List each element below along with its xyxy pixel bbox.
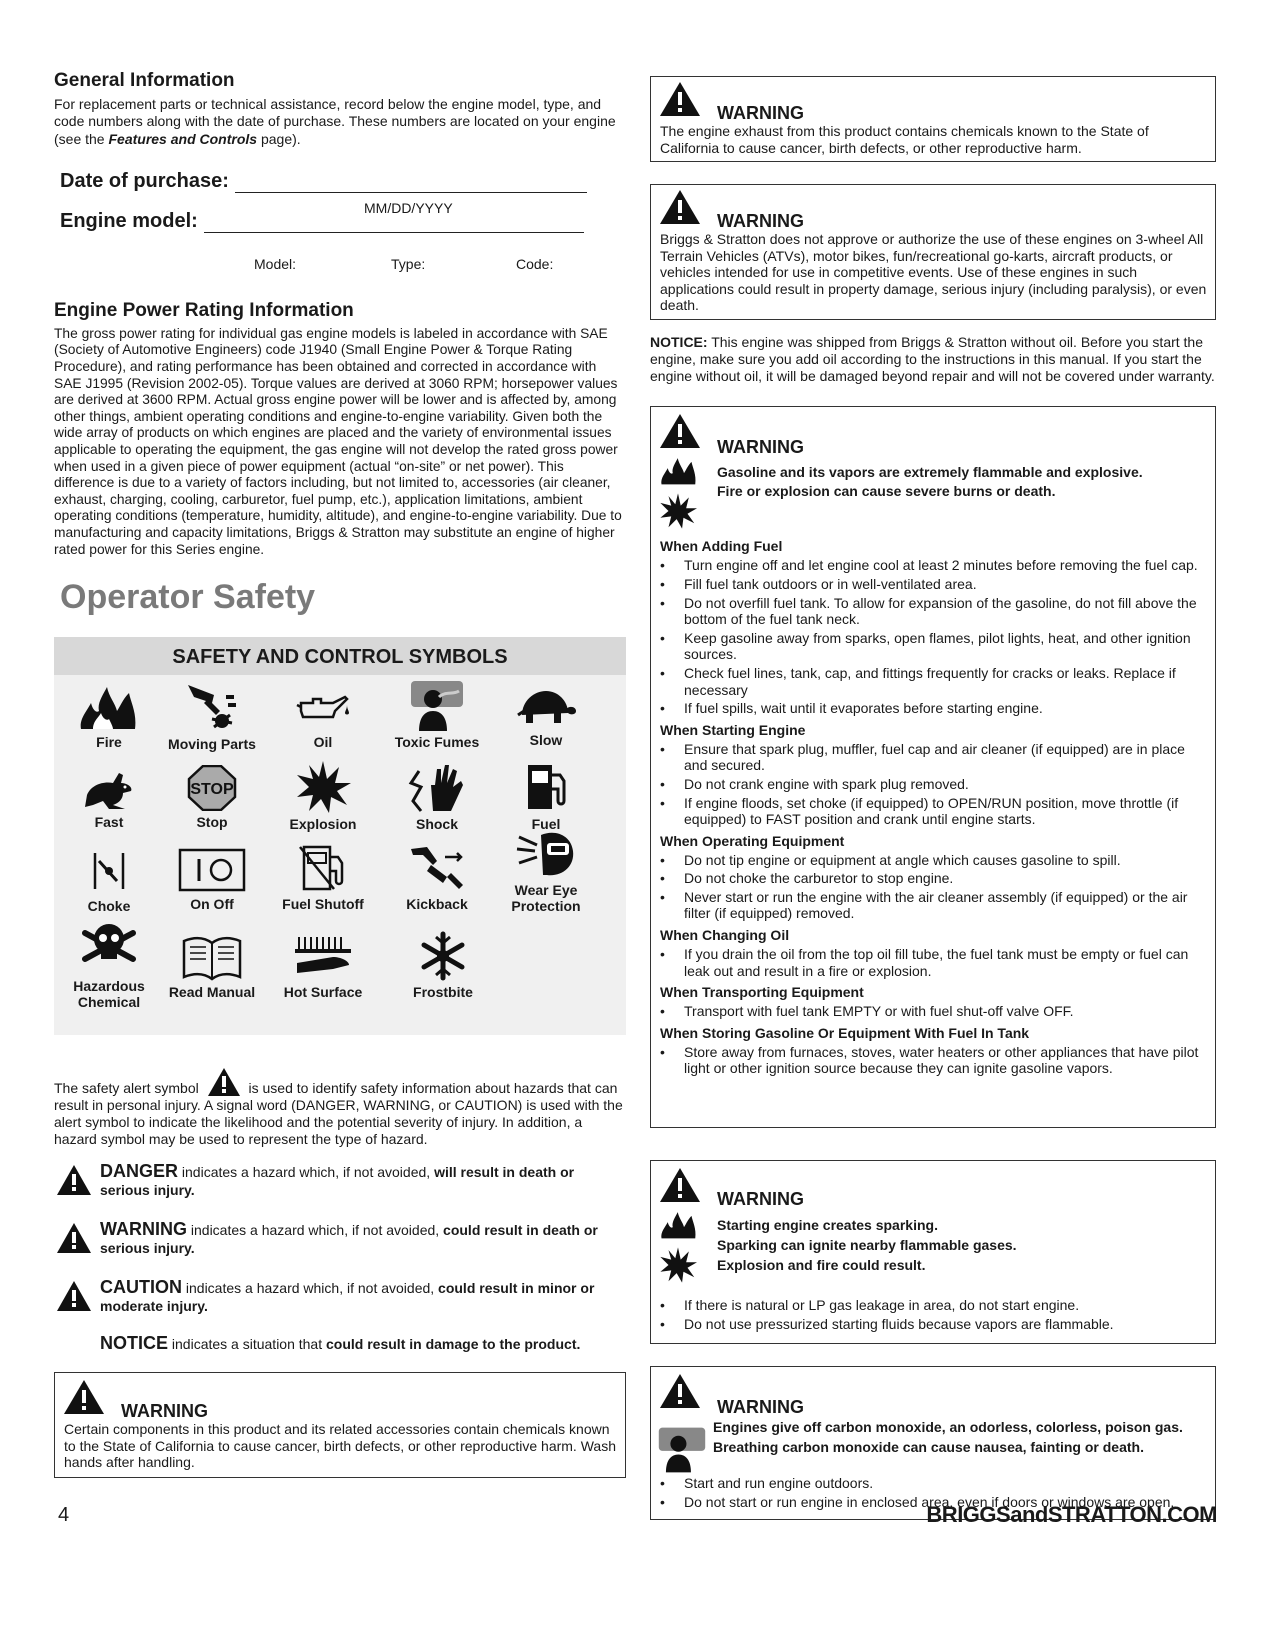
list-item: • Ensure that spark plug, muffler, fuel cap and air cleaner (if equipped) are in place and secured. [660,741,1207,774]
notice-label: NOTICE: [650,334,708,350]
code-hint: Code: [516,256,554,273]
fire-icon [659,453,699,487]
signal-consequence: will result in death or serious injury. [100,1164,575,1199]
safety-alert-icon [56,1280,92,1312]
engine-model-field[interactable] [204,210,584,233]
engine-model-label: Engine model: [60,210,198,233]
warning-headline [713,1417,1183,1457]
symbol-stop [157,765,267,830]
engine-model-row [60,210,584,233]
gasoline-instructions [660,533,1207,1079]
website-link[interactable]: BRIGGSandSTRATTON.COM [926,1502,1217,1527]
signal-description: indicates a hazard which, if not avoided, [178,1164,435,1181]
explosion-icon [659,1245,697,1285]
section-heading: When Storing Gasoline Or Equipment With Fuel In Tank [660,1024,1030,1041]
fuel-shutoff-icon [296,843,350,893]
skull-crossbones-icon [79,919,139,975]
symbol-label: Fuel Shutoff [282,896,364,913]
headline-line3: Explosion and fire could result. [717,1257,926,1274]
list-item: • Start and run engine outdoors. [660,1475,1207,1492]
list-item: • Store away from furnaces, stoves, water heaters or other appliances that have pilot light or other ignition source because they can ignite gasoline vapors. [660,1044,1207,1077]
symbol-label: Fire [96,734,122,751]
on-off-icon [177,847,247,893]
symbol-explosion [268,761,378,832]
symbol-label: Read Manual [168,984,256,1001]
warning-title: WARNING [717,103,804,123]
signal-word: NOTICE [100,1333,169,1354]
headline-line1: Starting engine creates sparking. [717,1217,938,1234]
list-item: • Do not choke the carburetor to stop engine. [660,870,1207,887]
list-item: • Never start or run the engine with the air cleaner assembly (if equipped) or the air filter (if equipped) removed. [660,889,1207,922]
symbol-label: Moving Parts [168,736,256,753]
choke-icon [87,847,131,895]
safety-alert-icon [56,1222,92,1254]
section-heading: When Starting Engine [660,721,806,738]
shock-icon [407,761,467,813]
symbol-label: Choke [87,898,131,915]
warning-title: WARNING [717,437,804,458]
symbol-frostbite [388,931,498,1000]
turtle-icon [514,681,578,729]
symbol-label: Frostbite [413,984,473,1001]
symbol-label: Shock [415,816,458,833]
list-item: • Fill fuel tank outdoors or in well-ventilated area. [660,576,1207,593]
features-controls-ref: Features and Controls [108,130,258,147]
safety-alert-icon [659,189,701,225]
symbols-header: SAFETY AND CONTROL SYMBOLS [54,637,626,675]
power-rating-text: The gross power rating for individual gas engine models is labeled in accordance with SAE (Society of Automotive Engineers) code J1940 (Small Engine Power & Torque Rating Procedure), and rating performance has been obtained and corrected in accordance with SAE J1995 (Revision 2002-05). Torque values are derived at 3060 RPM; horsepower values are derived at 3600 RPM. Actual gross engine power will be lower and is affected by, among other things, ambient operating conditions and engine-to-engine variability. Given both the wide array of products on which engines are placed and the variety of environmental issues applicable to operating the equipment, the gas engine will not develop the rated gross power when used in a given piece of power equipment (actual “on-site” or net power). This difference is due to a variety of factors including, but not limited to, accessories (air cleaner, exhaust, charging, cooling, carburetor, fuel pump, etc.), application limitations, ambient operating conditions (temperature, humidity, altitude), and engine-to-engine variability. Due to manufacturing and capacity limitations, Briggs & Stratton may substitute an engine of higher rated power for this Series engine. [54,325,622,557]
signal-word: DANGER [100,1161,179,1182]
safety-alert-paragraph [54,1067,626,1148]
list-item: • Keep gasoline away from sparks, open flames, pilot lights, heat, and other ignition sources. [660,630,1207,663]
list-item: • Check fuel lines, tank, cap, and fittings frequently for cracks or leaks. Replace if necessary [660,665,1207,698]
symbol-label: Stop [196,814,228,831]
symbol-label-line2: Protection [511,898,581,915]
symbol-choke [54,847,164,914]
warning-title: WARNING [717,1397,804,1418]
type-hint: Type: [391,256,426,273]
toxic-fumes-icon [409,681,465,731]
safety-alert-icon [659,413,701,449]
list-item: • If engine floods, set choke (if equipped) to OPEN/RUN position, move throttle (if equipped) to FAST position and crank until engine starts. [660,795,1207,828]
signal-consequence: could result in death or serious injury. [100,1222,598,1257]
symbol-label: Fuel [531,816,561,833]
notice-text: This engine was shipped from Briggs & Stratton without oil. Before you start the engine, make sure you add oil according to the instructions in this manual. If you start the engine without oil, it will be damaged beyond repair and will not be covered under warranty. [650,334,1215,384]
left-column [54,70,626,1478]
eye-protection-icon [515,829,577,879]
symbol-label: Explosion [289,816,357,833]
model-hint: Model: [254,256,297,273]
warning-sparking [650,1160,1216,1344]
symbol-on-off [157,847,267,912]
safety-symbols-panel [54,637,626,1035]
stop-sign-icon [186,765,238,811]
symbol-hazardous-chemical [54,919,164,1010]
symbol-fuel-shutoff [268,843,378,912]
general-info-title: General Information [54,70,235,91]
warning-gasoline [650,406,1216,1128]
section-heading: When Operating Equipment [660,832,845,849]
symbol-label: Toxic Fumes [394,734,480,751]
snowflake-icon [418,931,468,981]
headline-line1: Gasoline and its vapors are extremely flammable and explosive. [717,464,1143,481]
safety-alert-icon [207,1067,241,1097]
section-heading: When Transporting Equipment [660,984,864,1001]
warning-exhaust [650,76,1216,162]
symbol-fast [54,765,164,830]
hot-surface-icon [293,933,353,981]
list-item: • Transport with fuel tank EMPTY or with fuel shut-off valve OFF. [660,1003,1207,1020]
notice-oil [650,334,1216,384]
oil-can-icon [293,681,353,731]
explosion-icon [659,491,697,531]
symbol-label-line2: Chemical [77,994,141,1011]
symbol-label: Kickback [406,896,468,913]
safety-alert-icon [659,1167,701,1203]
warning-vehicles [650,184,1216,320]
alert-text-2: is used to identify safety information about hazards that can result in personal injury. A signal word (DANGER, WARNING, or CAUTION) is used with the alert symbol to indicate the likelihood and the potential severity of injury. In addition, a hazard symbol may be used to represent the type of hazard. [54,1080,623,1148]
symbol-shock [382,761,492,832]
symbol-wear-eye-protection [491,829,601,914]
signal-description: indicates a situation that [168,1336,327,1353]
warning-carbon-monoxide [650,1366,1216,1520]
signal-consequence: could result in damage to the product. [326,1336,581,1353]
warning-title: WARNING [717,211,804,231]
date-of-purchase-row [60,170,587,193]
symbol-label: Hot Surface [283,984,363,1001]
symbol-label: Fast [94,814,124,831]
headline-line2: Fire or explosion can cause severe burns or death. [717,483,1056,500]
purchase-record [54,170,626,274]
list-item: • Do not tip engine or equipment at angle which causes gasoline to spill. [660,852,1207,869]
explosion-icon [295,761,351,813]
warning-text: Briggs & Stratton does not approve or authorize the use of these engines on 3-wheel All Terrain Vehicles (ATVs), motor bikes, fun/recreational go-karts, aircraft products, or vehicles intended for use in competitive events. Use of these engines in such applications could result in property damage, serious injury (including paralysis), or even death. [660,231,1207,314]
list-item: • Turn engine off and let engine cool at least 2 minutes before removing the fuel cap. [660,557,1207,574]
general-text-2: page). [257,130,301,147]
symbol-fuel [491,761,601,832]
symbol-read-manual [157,933,267,1000]
headline-line2: Sparking can ignite nearby flammable gases. [717,1237,1017,1254]
alert-text-1: The safety alert symbol [54,1080,199,1097]
date-format-hint: MM/DD/YYYY [364,200,453,217]
headline-line1: Engines give off carbon monoxide, an odorless, colorless, poison gas. [713,1419,1183,1436]
operator-safety-title: Operator Safety [60,578,316,617]
list-item: • If there is natural or LP gas leakage in area, do not start engine. [660,1297,1207,1314]
symbol-moving-parts [157,681,267,752]
symbol-fire [54,681,164,750]
warning-text: Certain components in this product and its related accessories contain chemicals known to the State of California to cause cancer, birth defects, or other reproductive harm. Wash hands after handling. [64,1421,616,1471]
symbol-kickback [382,843,492,912]
signal-notice [54,1334,626,1354]
signal-word: CAUTION [100,1277,182,1298]
symbol-label [54,978,164,1010]
list-item: • Do not start or run engine in enclosed area, even if doors or windows are open. [660,1494,1207,1511]
stop-sign-text: STOP [190,781,234,799]
sparking-list [660,1295,1207,1334]
warning-california-components [54,1372,626,1478]
warning-text: The engine exhaust from this product contains chemicals known to the State of California to cause cancer, birth defects, or other reproductive harm. [660,123,1149,156]
list-item: • If you drain the oil from the top oil fill tube, the fuel tank must be empty or fuel can leak out and result in a fire or explosion. [660,946,1207,979]
page-number: 4 [58,1504,70,1526]
list-item: • Do not overfill fuel tank. To allow for expansion of the gasoline, do not fill above the bottom of the fuel tank neck. [660,595,1207,628]
safety-alert-icon [63,1379,105,1415]
safety-alert-icon [659,1373,701,1409]
list-item: • Do not crank engine with spark plug removed. [660,776,1207,793]
moving-parts-icon [184,681,240,733]
symbol-label: Oil [313,734,333,751]
safety-alert-icon [56,1164,92,1196]
date-field[interactable] [235,170,587,193]
fuel-pump-icon [520,761,572,813]
right-column [650,76,1216,1520]
fire-icon [659,1207,699,1241]
section-heading: When Changing Oil [660,927,790,944]
signal-danger [54,1162,626,1200]
date-label: Date of purchase: [60,170,229,193]
section-heading: When Adding Fuel [660,538,783,555]
symbol-oil [268,681,378,750]
warning-headline [717,1215,1017,1275]
toxic-fumes-icon [657,1427,707,1473]
symbol-label [491,882,601,914]
headline-line2: Breathing carbon monoxide can cause nausea, fainting or death. [713,1439,1144,1456]
general-text-1: For replacement parts or technical assistance, record below the engine model, type, and code numbers along with the date of purchase. These numbers are located on your engine (see the [54,95,616,147]
warning-headline [717,463,1143,501]
book-icon [180,933,244,981]
kickback-icon [407,843,467,893]
fire-icon [77,681,141,731]
symbol-label: On Off [190,896,234,913]
symbol-hot-surface [268,933,378,1000]
signal-description: indicates a hazard which, if not avoided, [187,1222,444,1239]
list-item: • Do not use pressurized starting fluids because vapors are flammable. [660,1316,1207,1333]
symbol-label-line1: Wear Eye [514,882,578,899]
signal-caution [54,1278,626,1316]
rabbit-icon [81,765,137,811]
signal-description: indicates a hazard which, if not avoided, [182,1280,439,1297]
symbol-slow [491,681,601,748]
signal-consequence: could result in minor or moderate injury. [100,1280,595,1315]
symbol-label: Slow [529,732,563,749]
signal-word: WARNING [100,1219,187,1240]
general-info-text [54,96,626,148]
list-item: • If fuel spills, wait until it evaporates before starting engine. [660,700,1207,717]
power-rating-title: Engine Power Rating Information [54,300,354,322]
symbol-label-line1: Hazardous [73,978,145,995]
warning-title: WARNING [717,1189,804,1210]
warning-title: WARNING [121,1401,208,1422]
symbol-toxic-fumes [382,681,492,750]
safety-alert-icon [659,81,701,117]
signal-warning [54,1220,626,1258]
